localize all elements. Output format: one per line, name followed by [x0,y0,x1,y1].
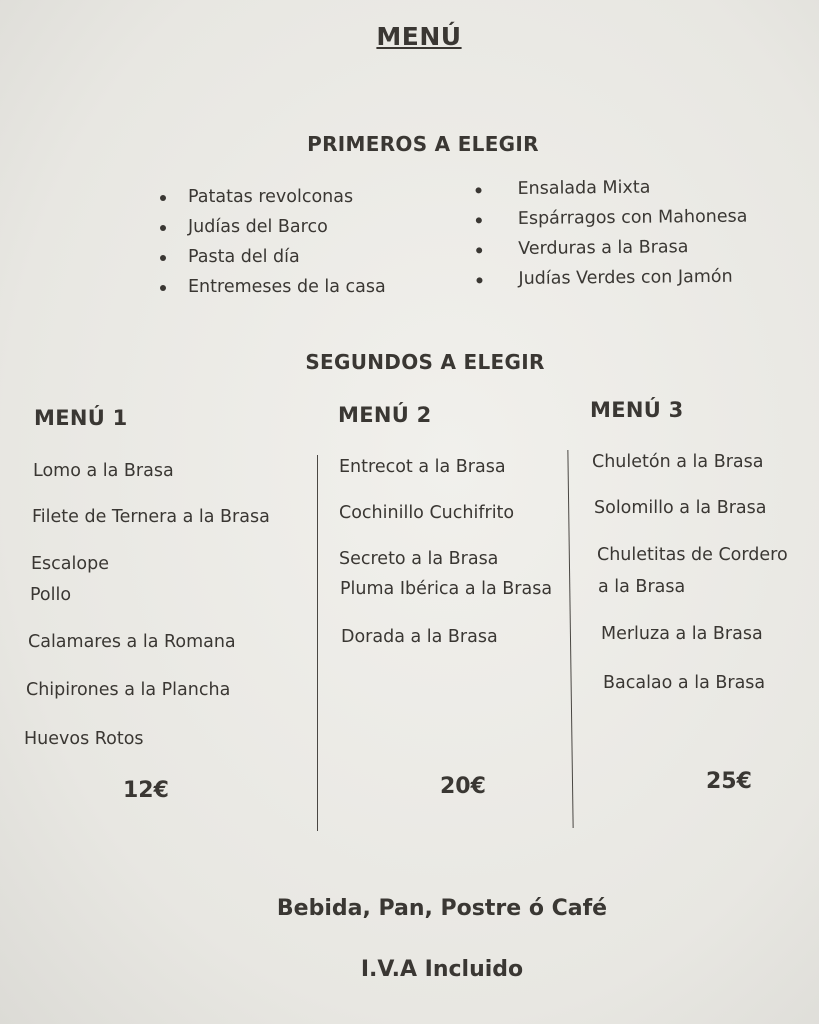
menu-2-item: Secreto a la Brasa [339,549,499,569]
menu-3-column [590,398,684,446]
menu-1-item: Huevos Rotos [24,729,144,749]
menu-1-item: Chipirones a la Plancha [26,680,231,700]
menu-3-price: 25€ [706,769,752,794]
segundos-heading: SEGUNDOS A ELEGIR [305,350,545,374]
menu-3-item: Bacalao a la Brasa [603,673,766,693]
primeros-list-right [475,172,748,295]
menu-1-item: Calamares a la Romana [28,632,236,652]
menu-2-item: Entrecot a la Brasa [339,457,506,477]
list-item: Pasta del día [160,242,386,272]
menu-2-item: Cochinillo Cuchifrito [339,503,515,523]
list-item: Verduras a la Brasa [476,232,748,265]
column-divider [317,455,318,831]
menu-3-item: Chuletitas de Cordero [597,545,788,565]
primeros-list-left [160,182,386,302]
menu-1-price: 12€ [123,778,169,803]
list-item: Judías del Barco [160,212,386,242]
menu-1-column [34,406,128,454]
list-item: Patatas revolconas [160,182,386,212]
menu-3-item: Chuletón a la Brasa [592,452,764,472]
page-title: MENÚ [376,22,462,51]
menu-1-item: Filete de Ternera a la Brasa [32,507,270,527]
iva-note: I.V.A Incluido [360,957,524,982]
column-divider [567,450,573,828]
list-item: Ensalada Mixta [475,172,747,205]
menu-3-item: Merluza a la Brasa [601,624,763,644]
menu-3-heading: MENÚ 3 [590,398,684,422]
menu-2-heading: MENÚ 2 [338,403,432,427]
includes-note: Bebida, Pan, Postre ó Café [276,896,608,921]
menu-1-item: Pollo [30,585,72,605]
list-item: Entremeses de la casa [160,272,386,302]
primeros-heading: PRIMEROS A ELEGIR [307,132,539,156]
menu-1-item: Lomo a la Brasa [33,461,174,481]
menu-1-item: Escalope [31,554,109,574]
list-item: Judías Verdes con Jamón [476,262,748,295]
menu-2-column [338,403,432,451]
menu-3-item: Solomillo a la Brasa [594,498,767,518]
menu-2-item: Pluma Ibérica a la Brasa [340,579,553,599]
menu-3-item: a la Brasa [598,577,686,597]
menu-2-item: Dorada a la Brasa [341,627,498,647]
list-item: Espárragos con Mahonesa [476,202,748,235]
menu-2-price: 20€ [440,774,486,799]
menu-1-heading: MENÚ 1 [34,406,128,430]
